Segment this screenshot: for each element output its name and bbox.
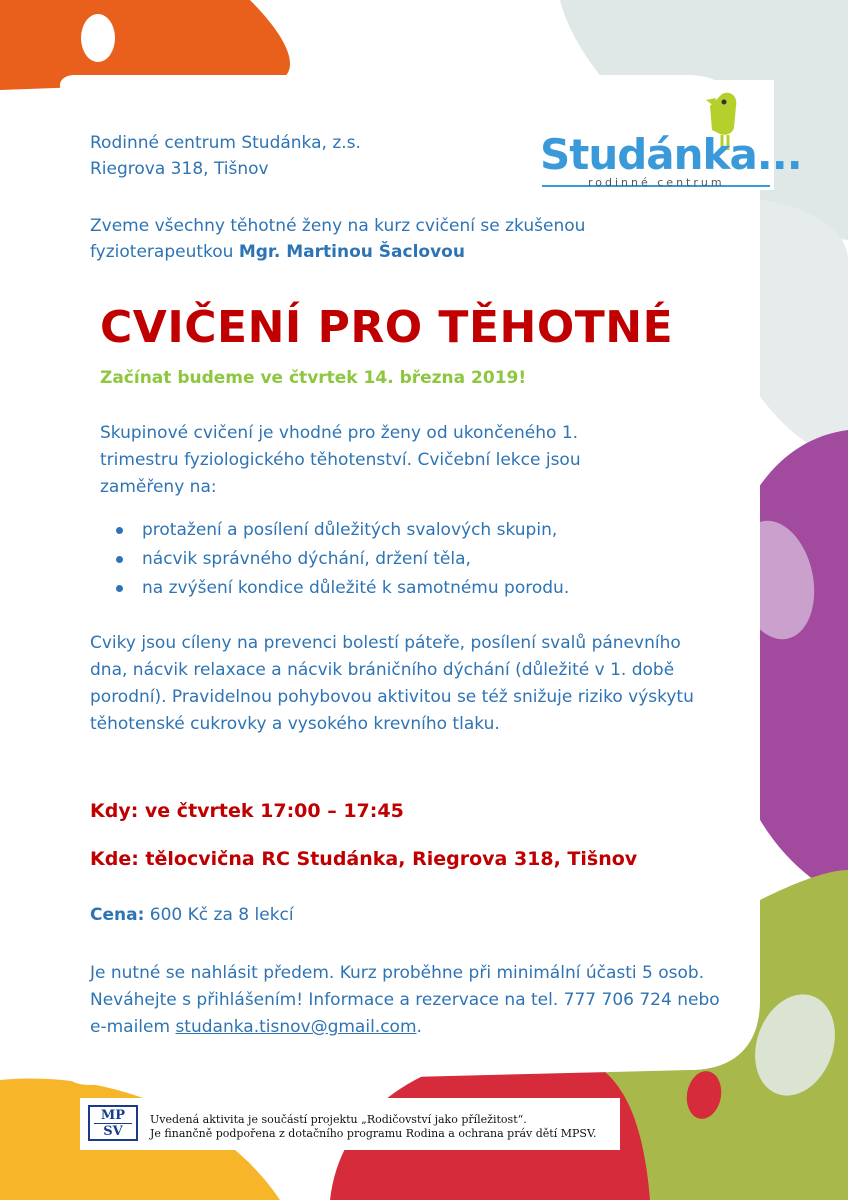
contact-text: Je nutné se nahlásit předem. Kurz proběhne při minimální účasti 5 osob. Neváhejte s přihlášením! Informace a rezervace na tel. 777 706 724 nebo e-mailem [90,963,720,1037]
price-label: Cena: [90,905,145,925]
logo-subtitle: rodinné centrum [588,176,725,189]
bird-eye-icon [722,100,727,105]
intro-paragraph: Skupinové cvičení je vhodné pro ženy od ukončeného 1. trimestru fyziologického těhotenství. Cvičební lekce jsou zaměřeny na: [100,423,581,497]
price-value: 600 Kč za 8 lekcí [144,905,294,925]
funding-line-1: Uvedená aktivita je součástí projektu „Rodičovství jako příležitost“. [150,1113,527,1126]
start-date: Začínat budeme ve čtvrtek 14. března 2019! [100,368,527,388]
organization-address [90,130,361,182]
funding-note [150,1113,596,1141]
logo-wordmark: Studánka... [540,130,802,179]
contact-end: . [416,1017,422,1037]
instructor-name: Mgr. Martinou Šaclovou [238,242,465,262]
course-time: Kdy: ve čtvrtek 17:00 – 17:45 [90,800,404,822]
course-location: Kde: tělocvična RC Studánka, Riegrova 318, Tišnov [90,848,638,870]
list-item: na zvýšení kondice důležité k samotnému porodu. [112,574,569,603]
contact-paragraph [90,960,730,1041]
list-item: nácvik správného dýchání, držení těla, [112,545,569,574]
description-paragraph: Cviky jsou cíleny na prevenci bolestí páteře, posílení svalů pánevního dna, nácvik relaxace a nácvik bráničního dýchání (důležité v 1. době porodní). Pravidelnou pohybovou aktivitou se též snižuje riziko výskytu těhotenské cukrovky a vysokého krevního tlaku. [90,633,694,734]
focus-list [112,516,569,603]
organization-name: Rodinné centrum Studánka, z.s. [90,133,361,153]
mpsv-logo-bottom: SV [103,1124,123,1139]
email-link[interactable]: studanka.tisnov@gmail.com [175,1017,417,1037]
invitation-text [90,213,650,265]
page-title: CVIČENÍ PRO TĚHOTNÉ [100,302,674,353]
funding-line-2: Je finančně podpořena z dotačního programu Rodina a ochrana práv dětí MPSV. [150,1127,597,1140]
invitation-body: Zveme všechny těhotné ženy na kurz cvičení se zkušenou fyzioterapeutkou [90,216,586,262]
organization-street: Riegrova 318, Tišnov [90,159,269,179]
course-price [90,905,294,925]
list-item: protažení a posílení důležitých svalových skupin, [112,516,569,545]
orange-egg [81,14,115,62]
mpsv-logo [88,1105,138,1141]
mpsv-logo-top: MP [100,1108,126,1123]
